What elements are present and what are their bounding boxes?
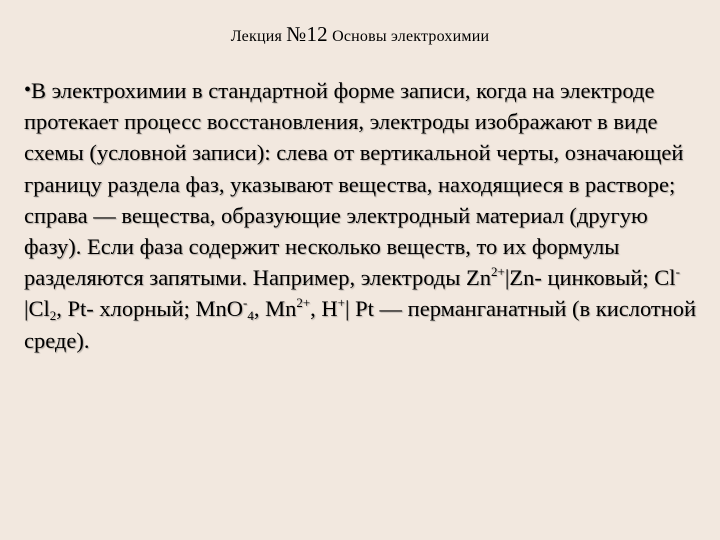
mn-charge: 2+	[296, 295, 311, 311]
pt-electrode-text: , Pt- хлорный; MnO	[56, 296, 243, 322]
title-subject: Основы электрохимии	[332, 28, 490, 45]
mno-charge: -	[242, 295, 248, 311]
cl-index: 2	[49, 308, 57, 324]
zn-electrode-text: |Zn- цинковый; Cl	[504, 265, 676, 291]
cl-electrode-text: |Cl	[24, 296, 50, 322]
mn-symbol: , Mn	[253, 296, 297, 322]
h-charge: +	[337, 295, 346, 311]
bullet-marker: •	[24, 79, 32, 101]
slide-title	[0, 22, 720, 47]
h-symbol: , H	[310, 296, 338, 322]
mno-index: 4	[247, 308, 254, 324]
zn-symbol: Zn	[466, 265, 492, 291]
slide-body-text	[24, 75, 704, 356]
title-prefix: Лекция	[230, 28, 283, 45]
main-paragraph: В электрохимии в стандартной форме записи, когда на электроде протекает процесс восстановления, электроды изображают в виде схемы (условной записи): слева от вертикальной черты, означающей границу раздела фаз, указывают вещества, находящиеся в растворе; справа — вещества, образующие электродный материал (другую фазу). Если фаза содержит несколько веществ, то их формулы разделяются запятыми. Например, электроды	[24, 78, 684, 291]
lecture-number: №12	[286, 22, 328, 46]
pt-end: | Pt	[345, 296, 374, 322]
ending-text: — перманганатный (в кислотной среде).	[24, 296, 697, 353]
cl-charge: -	[675, 264, 680, 280]
zn-charge: 2+	[491, 264, 505, 280]
